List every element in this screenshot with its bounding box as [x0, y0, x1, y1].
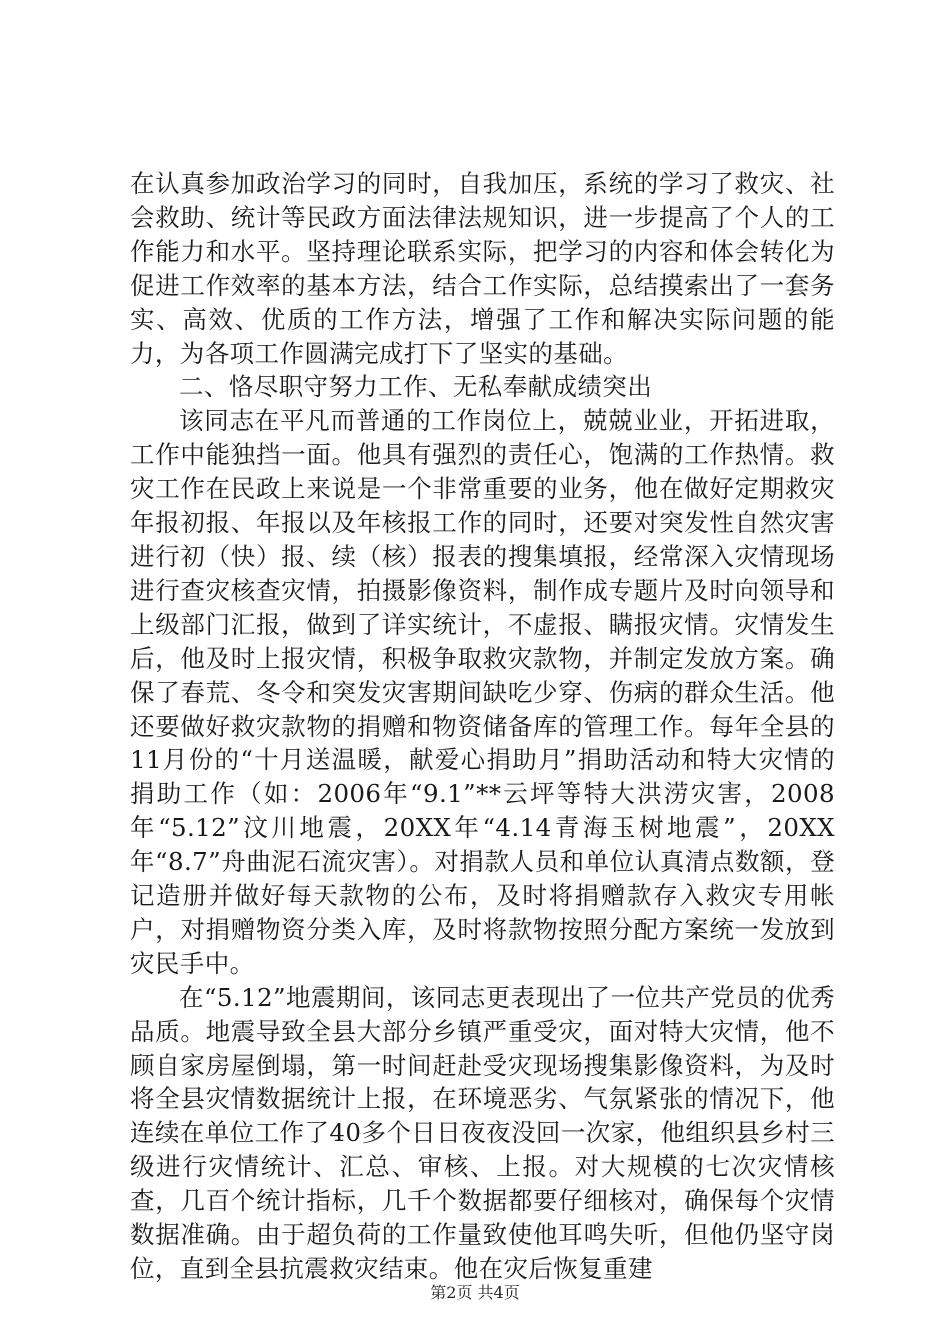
section-heading: 二、恪尽职守努力工作、无私奉献成绩突出 [179, 372, 653, 402]
paragraph-duties: 该同志在平凡而普通的工作岗位上，兢兢业业，开拓进取，工作中能独挡一面。他具有强烈的责任心，饱满的工作热情。救灾工作在民政上来说是一个非常重要的业务，他在做好定期救灾年报初报、年报以及年核报工作的同时，还要对突发性自然灾害进行初（快）报、续（核）报表的搜集填报，经常深入灾情现场进行查灾核查灾情，拍摄影像资料，制作成专题片及时向领导和上级部门汇报，做到了详实统计，不虚报、瞒报灾情。灾情发生后，他及时上报灾情，积极争取救灾款物，并制定发放方案。确保了春荒、冬令和突发灾害期间缺吃少穿、伤病的群众生活。他还要做好救灾款物的捐赠和物资储备库的管理工作。每年全县的11月份的“十月送温暖，献爱心捐助月”捐助活动和特大灾情的捐助工作（如：2006年“9.1”**云坪等特大洪涝灾害，2008年“5.12”汶川地震，20XX年“4.14青海玉树地震”，20XX年“8.7”舟曲泥石流灾害）。对捐款人员和单位认真清点数额，登记造册并做好每天款物的公布，及时将捐赠款存入救灾专用帐户，对捐赠物资分类入库，及时将款物按照分配方案统一发放到灾民手中。 [130, 406, 835, 978]
paragraph-earthquake: 在“5.12”地震期间，该同志更表现出了一位共产党员的优秀品质。地震导致全县大部分乡镇严重受灾，面对特大灾情，他不顾自家房屋倒塌，第一时间赶赴受灾现场搜集影像资料，为及时将全县灾情数据统计上报，在环境恶劣、气氛紧张的情况下，他连续在单位工作了40多个日日夜夜没回一次家，他组织县乡村三级进行灾情统计、汇总、审核、上报。对大规模的七次灾情核查，几百个统计指标，几千个数据都要仔细核对，确保每个灾情数据准确。由于超负荷的工作量致使他耳鸣失听，但他仍坚守岗位，直到全县抗震救灾结束。他在灾后恢复重建 [130, 982, 835, 1283]
document-body [130, 167, 835, 1286]
paragraph-study: 在认真参加政治学习的同时，自我加压，系统的学习了救灾、社会救助、统计等民政方面法律法规知识，进一步提高了个人的工作能力和水平。坚持理论联系实际，把学习的内容和体会转化为促进工作效率的基本方法，结合工作实际，总结摸索出了一套务实、高效、优质的工作方法，增强了工作和解决实际问题的能力，为各项工作圆满完成打下了坚实的基础。 [130, 169, 835, 368]
page-footer: 第2页 共4页 [430, 1283, 520, 1302]
